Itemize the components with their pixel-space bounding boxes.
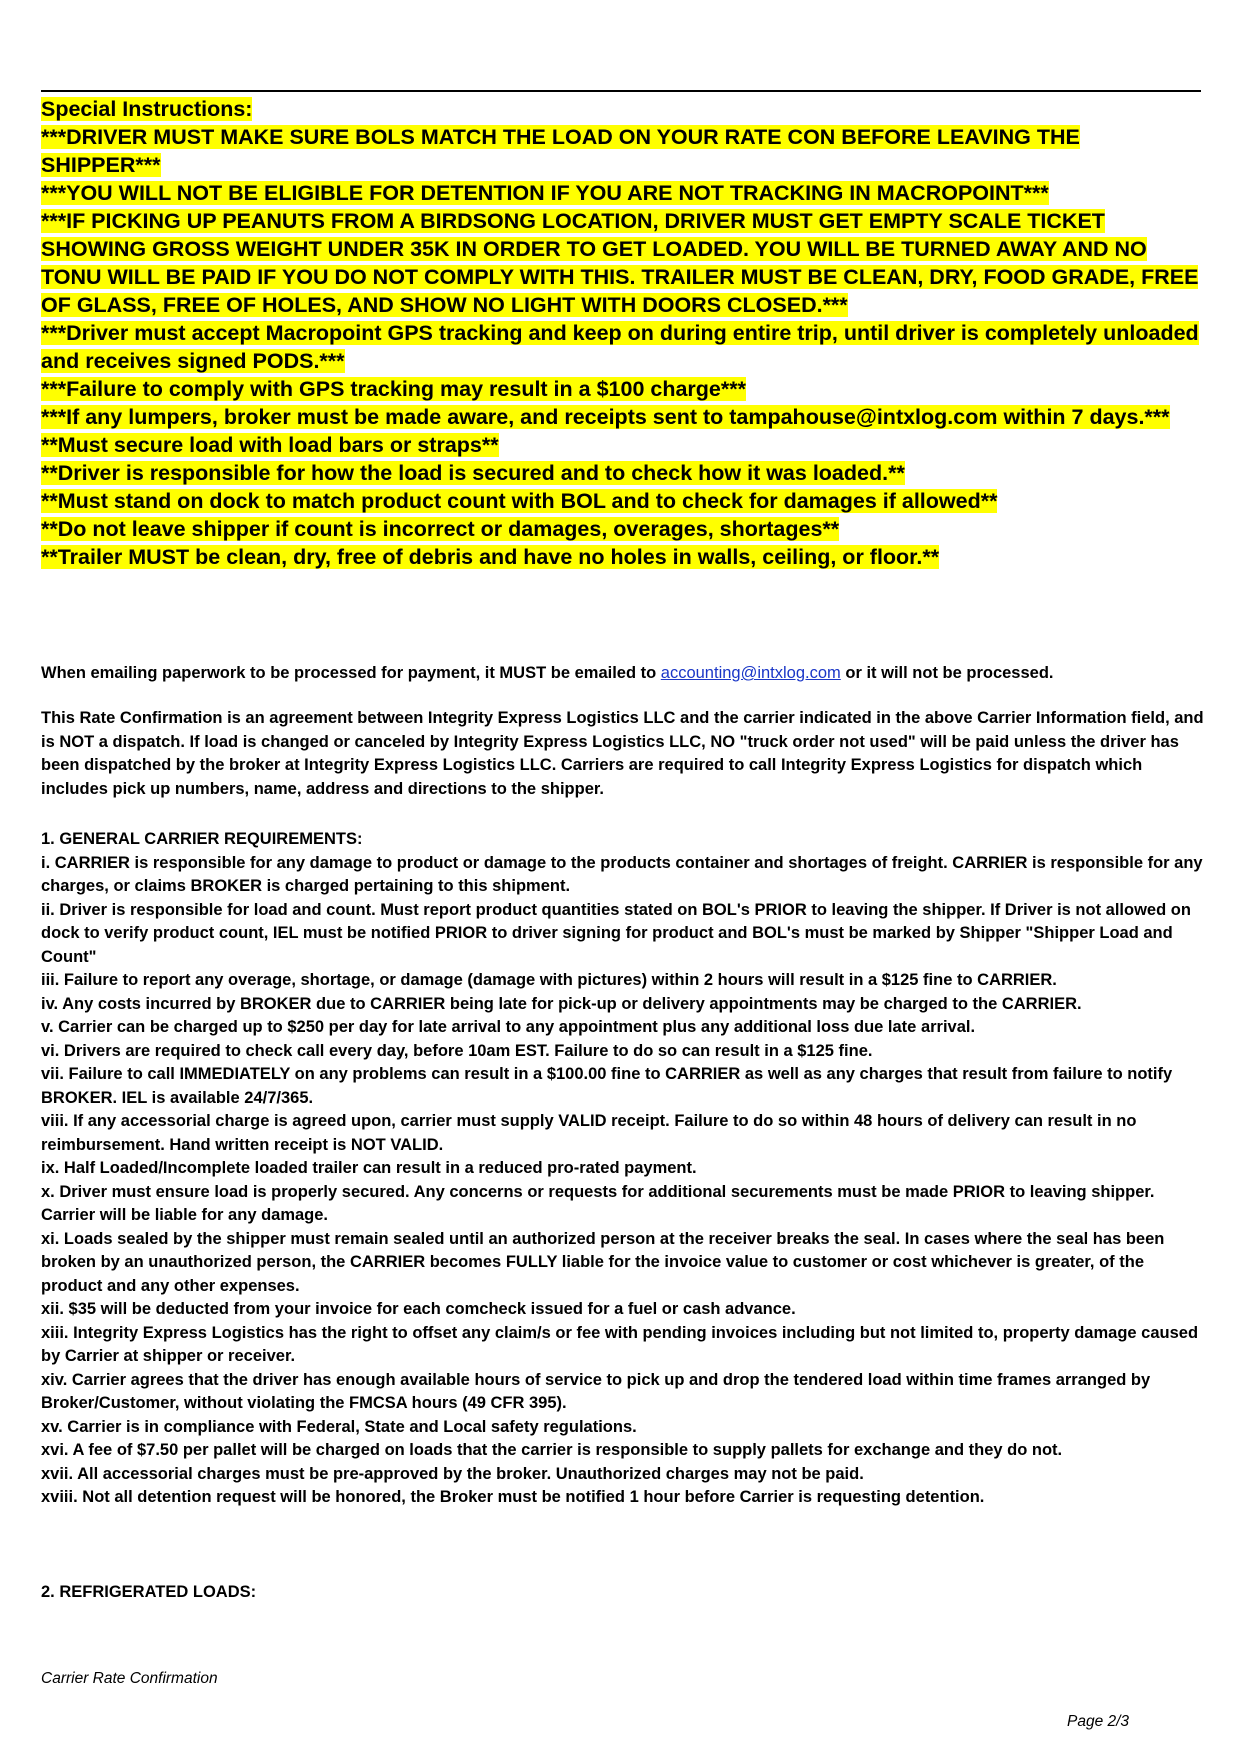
agreement-paragraph: This Rate Confirmation is an agreement between Integrity Express Logistics LLC and the carrier indicated in the above Carrier Information field, and is NOT a dispatch. If load is changed or canceled by Integrity Express Logistics LLC, NO "truck order not used" will be paid unless the driver has been dispatched by the broker at Integrity Express Logistics LLC. Carriers are required to call Integrity Express Logistics for dispatch which includes pick up numbers, name, address and directions to the shipper. xyxy=(41,709,1204,798)
special-instructions xyxy=(41,95,1201,571)
requirement-item: iv. Any costs incurred by BROKER due to CARRIER being late for pick-up or delivery appointments may be charged to the CARRIER. xyxy=(41,994,1082,1013)
requirement-item: xii. $35 will be deducted from your invoice for each comcheck issued for a fuel or cash advance. xyxy=(41,1300,796,1318)
instruction-line: ***YOU WILL NOT BE ELIGIBLE FOR DETENTION IF YOU ARE NOT TRACKING IN MACROPOINT*** xyxy=(41,181,1049,205)
instruction-line: ***Failure to comply with GPS tracking may result in a $100 charge*** xyxy=(41,377,746,401)
requirement-item: i. CARRIER is responsible for any damage to product or damage to the products container and shortages of freight. CARRIER is responsible for any charges, or claims BROKER is charged pertaining to this shipment. xyxy=(41,853,1203,895)
payment-email-note xyxy=(41,662,1206,686)
instruction-line: **Do not leave shipper if count is incorrect or damages, overages, shortages** xyxy=(41,517,840,541)
instruction-line: **Must stand on dock to match product count with BOL and to check for damages if allowed** xyxy=(41,489,998,513)
requirement-item: vii. Failure to call IMMEDIATELY on any problems can result in a $100.00 fine to CARRIER as well as any charges that result from failure to notify BROKER. IEL is available 24/7/365. xyxy=(41,1065,1173,1107)
instruction-line: **Trailer MUST be clean, dry, free of debris and have no holes in walls, ceiling, or floor.** xyxy=(41,545,940,569)
requirement-item: vi. Drivers are required to check call every day, before 10am EST. Failure to do so can result in a $125 fine. xyxy=(41,1041,873,1060)
instruction-line: ***Driver must accept Macropoint GPS tracking and keep on during entire trip, until driver is completely unloaded and receives signed PODS.*** xyxy=(41,321,1199,373)
special-instructions-heading: Special Instructions: xyxy=(41,97,253,121)
requirement-item: xvii. All accessorial charges must be pre-approved by the broker. Unauthorized charges may not be paid. xyxy=(41,1464,864,1483)
instruction-line: ***DRIVER MUST MAKE SURE BOLS MATCH THE LOAD ON YOUR RATE CON BEFORE LEAVING THE SHIPPER*** xyxy=(41,125,1080,177)
requirement-item: iii. Failure to report any overage, shortage, or damage (damage with pictures) within 2 hours will result in a $125 fine to CARRIER. xyxy=(41,971,1057,989)
requirement-item: ix. Half Loaded/Incomplete loaded trailer can result in a reduced pro-rated payment. xyxy=(41,1159,697,1177)
footer-document-title: Carrier Rate Confirmation xyxy=(41,1670,218,1687)
requirement-item: x. Driver must ensure load is properly secured. Any concerns or requests for additional securements must be made PRIOR to leaving shipper. Carrier will be liable for any damage. xyxy=(41,1182,1155,1224)
instruction-line: ***If any lumpers, broker must be made aware, and receipts sent to tampahouse@intxlog.com within 7 days.*** xyxy=(41,405,1170,429)
requirement-item: viii. If any accessorial charge is agreed upon, carrier must supply VALID receipt. Failure to do so within 48 hours of delivery can result in no reimbursement. Hand written receipt is NOT VALID. xyxy=(41,1112,1137,1154)
email-note-text-end: or it will not be processed. xyxy=(840,664,1054,682)
requirements-heading: 1. GENERAL CARRIER REQUIREMENTS: xyxy=(41,830,363,848)
requirement-item: xi. Loads sealed by the shipper must remain sealed until an authorized person at the receiver breaks the seal. In cases where the seal has been broken by an unauthorized person, the CARRIER becomes FULLY liable for the invoice value to customer or cost whichever is greater, of the product and any other expenses. xyxy=(41,1229,1165,1295)
requirement-item: xiv. Carrier agrees that the driver has enough available hours of service to pick up and drop the tendered load within time frames arranged by Broker/Customer, without violating the FMCSA hours (49 CFR 395). xyxy=(41,1370,1151,1412)
requirement-item: xiii. Integrity Express Logistics has the right to offset any claim/s or fee with pending invoices including but not limited to, property damage caused by Carrier at shipper or receiver. xyxy=(41,1323,1199,1365)
requirement-item: ii. Driver is responsible for load and count. Must report product quantities stated on BOL's PRIOR to leaving the shipper. If Driver is not allowed on dock to verify product count, IEL must be notified PRIOR to driver signing for product and BOL's must be marked by Shipper "Shipper Load and Count" xyxy=(41,900,1191,966)
footer-page-number: Page 2/3 xyxy=(1067,1713,1130,1730)
accounting-email-link[interactable]: accounting@intxlog.com xyxy=(660,664,841,682)
instruction-line: **Must secure load with load bars or straps** xyxy=(41,433,499,457)
requirement-item: xvi. A fee of $7.50 per pallet will be charged on loads that the carrier is responsible to supply pallets for exchange and they do not. xyxy=(41,1441,1063,1459)
instruction-line: **Driver is responsible for how the load is secured and to check how it was loaded.** xyxy=(41,461,905,485)
requirement-item: v. Carrier can be charged up to $250 per day for late arrival to any appointment plus any additional loss due late arrival. xyxy=(41,1018,976,1036)
requirement-item: xv. Carrier is in compliance with Federal, State and Local safety regulations. xyxy=(41,1417,637,1436)
requirement-item: xviii. Not all detention request will be honored, the Broker must be notified 1 hour before Carrier is requesting detention. xyxy=(41,1488,985,1506)
instruction-line: ***IF PICKING UP PEANUTS FROM A BIRDSONG LOCATION, DRIVER MUST GET EMPTY SCALE TICKET SHOWING GROSS WEIGHT UNDER 35K IN ORDER TO GET LOADED. YOU WILL BE TURNED AWAY AND NO TONU WILL BE PAID IF YOU DO NOT COMPLY WITH THIS. TRAILER MUST BE CLEAN, DRY, FOOD GRADE, FREE OF GLASS, FREE OF HOLES, AND SHOW NO LIGHT WITH DOORS CLOSED.*** xyxy=(41,209,1199,317)
refrigerated-loads-heading: 2. REFRIGERATED LOADS: xyxy=(41,1583,257,1601)
general-carrier-requirements xyxy=(41,828,1206,1510)
email-note-text: When emailing paperwork to be processed for payment, it MUST be emailed to xyxy=(41,664,661,682)
top-rule xyxy=(41,90,1201,92)
